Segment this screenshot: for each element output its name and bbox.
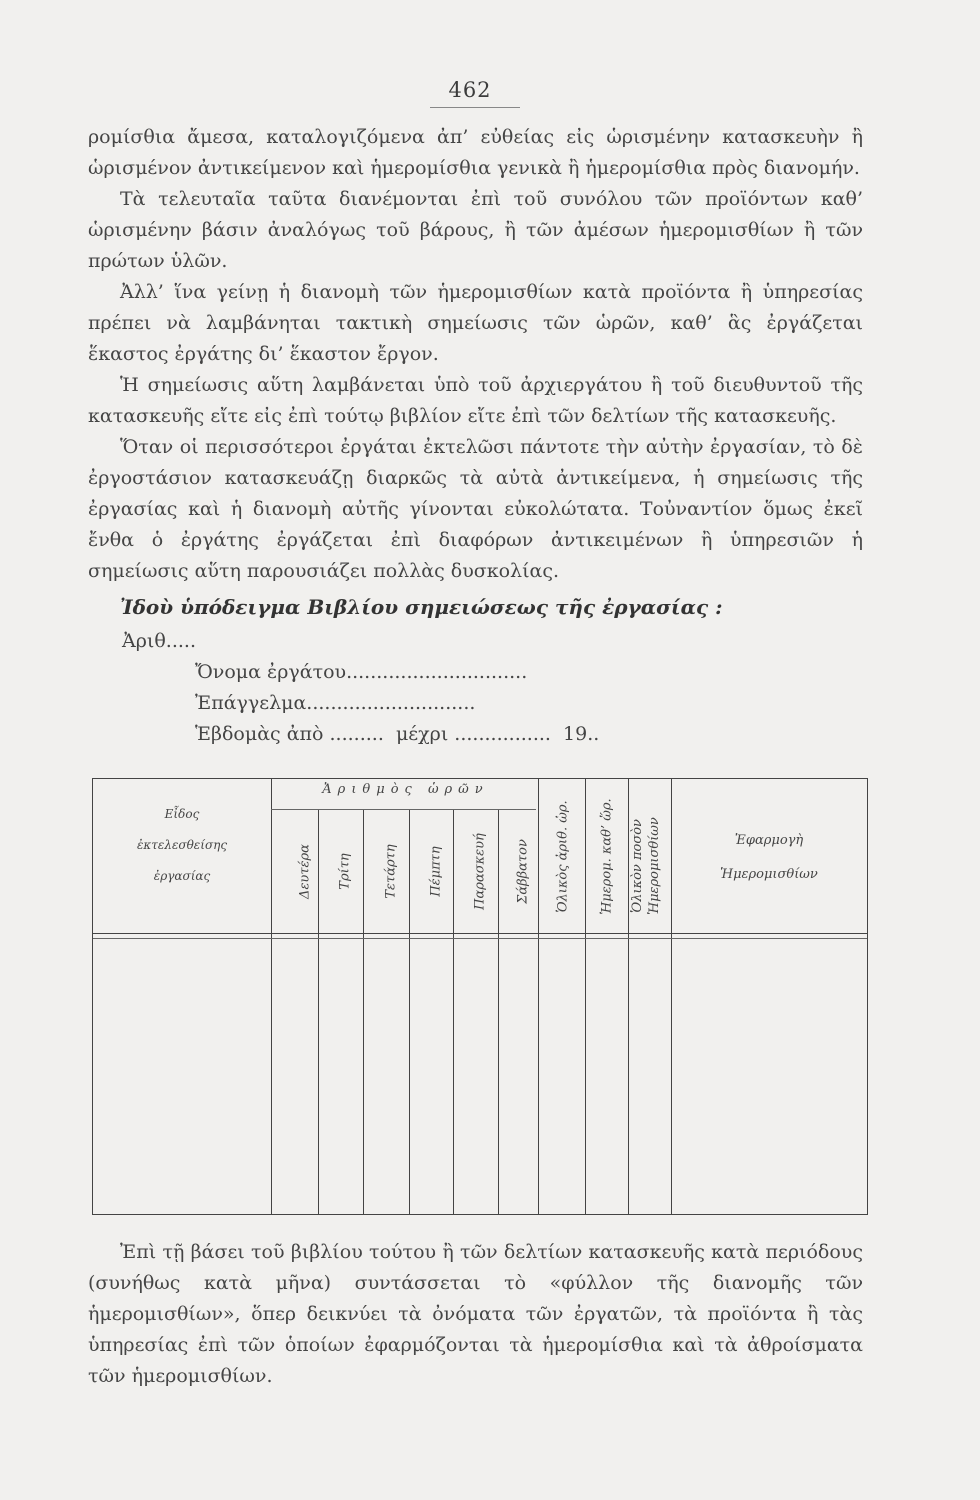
page-number: 462 — [448, 78, 492, 102]
work-ledger-table — [92, 778, 868, 1215]
form-week-line: Ἑβδομὰς ἀπὸ ......... μέχρι ................ 19.. — [195, 723, 600, 745]
header-bottom-double-rule — [93, 938, 867, 939]
form-number-line: Ἀριθ..... — [122, 630, 196, 652]
column-rule — [453, 809, 454, 1214]
column-rule — [538, 779, 539, 1214]
paragraph: Ἐπὶ τῇ βάσει τοῦ βιβλίου τούτου ἢ τῶν δελτίων κατασκευῆς κατὰ περιόδους (συνήθως κατὰ μῆνα) συντάσσεται τὸ «φύλλον τῆς διανομῆς τῶν ἡμερομισθίων», ὅπερ δεικνύει τὰ ὀνόματα τῶν ἐργατῶν, τὰ προϊόντα ἢ τὰς ὑπηρεσίας ἐπὶ τῶν ὁποίων ἐφαρμόζονται τὰ ἡμερομίσθια καὶ τὰ ἀθροίσματα τῶν ἡμερομισθίων. — [88, 1241, 863, 1387]
column-rule — [363, 809, 364, 1214]
day-monday: Δευτέρα — [297, 844, 313, 899]
day-tuesday: Τρίτη — [337, 853, 353, 890]
day-saturday: Σάββατον — [515, 839, 531, 904]
column-rule — [318, 809, 319, 1214]
footer-text — [88, 1237, 863, 1392]
hours-title: Ἀριθμὸς ὡρῶν — [322, 782, 489, 797]
day-thursday: Πέμπτη — [428, 846, 444, 897]
column-rule — [585, 779, 586, 1214]
form-profession-line: Ἐπάγγελμα............................ — [195, 692, 476, 714]
paragraph: Ἡ σημείωσις αὕτη λαμβάνεται ὑπὸ τοῦ ἀρχιεργάτου ἢ τοῦ διευθυντοῦ τῆς κατασκευῆς εἴτε εἰς ἐπὶ τούτῳ βιβλίον εἴτε ἐπὶ τῶν δελτίων τῆς κατασκευῆς. — [88, 374, 863, 427]
body-text — [88, 122, 863, 587]
total-hours-header: Ὁλικὸς ἀριθ. ὡρ. — [555, 800, 571, 913]
column-rule — [271, 779, 272, 1214]
column-rule — [409, 809, 410, 1214]
wage-application-title: Ἐφαρμογὴ Ἡμερομισθίων — [720, 833, 818, 882]
kind-of-work-title: Εἶδος ἐκτελεσθείσης ἐργασίας — [136, 807, 228, 883]
paragraph: Ἀλλ’ ἵνα γείνῃ ἡ διανομὴ τῶν ἡμερομισθίων κατὰ προϊόντα ἢ ὑπηρεσίας πρέπει νὰ λαμβάνηται τακτικὴ σημείωσις τῶν ὡρῶν, καθ’ ἃς ἐργάζεται ἕκαστος ἐργάτης δι’ ἕκαστον ἔργον. — [88, 281, 863, 365]
column-rule — [498, 809, 499, 1214]
paragraph: Τὰ τελευταῖα ταῦτα διανέμονται ἐπὶ τοῦ συνόλου τῶν προϊόντων καθ’ ὡρισμένην βάσιν ἀναλόγως τοῦ βάρους, ἢ τῶν ἀμέσων ἡμερομισθίων ἢ τῶν πρώτων ὑλῶν. — [88, 188, 863, 272]
paragraph: ρομίσθια ἄμεσα, καταλογιζόμενα ἀπ’ εὐθείας εἰς ὡρισμένην κατασκευὴν ἢ ὡρισμένον ἀντικείμενον καὶ ἡμερομίσθια γενικὰ ἢ ἡμερομίσθια πρὸς διανομήν. — [88, 126, 863, 179]
paragraph: Ὅταν οἱ περισσότεροι ἐργάται ἐκτελῶσι πάντοτε τὴν αὐτὴν ἐργασίαν, τὸ δὲ ἐργοστάσιον κατασκευάζῃ διαρκῶς τὰ αὐτὰ ἀντικείμενα, ἡ σημείωσις τῆς ἐργασίας καὶ ἡ διανομὴ αὐτῆς γίνονται εὐκολώτατα. Τοὐναντίον ὅμως ἐκεῖ ἔνθα ὁ ἐργάτης ἐργάζεται ἐπὶ διαφόρων ἀντικειμένων ἢ ὑπηρεσιῶν ἡ σημείωσις αὕτη παρουσιάζει πολλὰς δυσκολίας. — [88, 436, 863, 582]
example-heading: Ἰδοὺ ὑπόδειγμα Βιβλίου σημειώσεως τῆς ἐργασίας : — [120, 595, 723, 619]
form-name-line: Ὄνομα ἐργάτου.............................. — [195, 661, 528, 683]
day-wednesday: Τετάρτη — [383, 844, 399, 899]
wage-per-hour-header: Ἡμερομ. καθ’ ὥρ. — [599, 798, 615, 915]
page-number-rule — [430, 107, 520, 108]
total-wage-header: Ὁλικὸν ποσὸν Ἡμερομισθίων — [630, 817, 662, 915]
day-friday: Παρασκευή — [472, 833, 488, 910]
days-header-rule — [271, 809, 536, 810]
